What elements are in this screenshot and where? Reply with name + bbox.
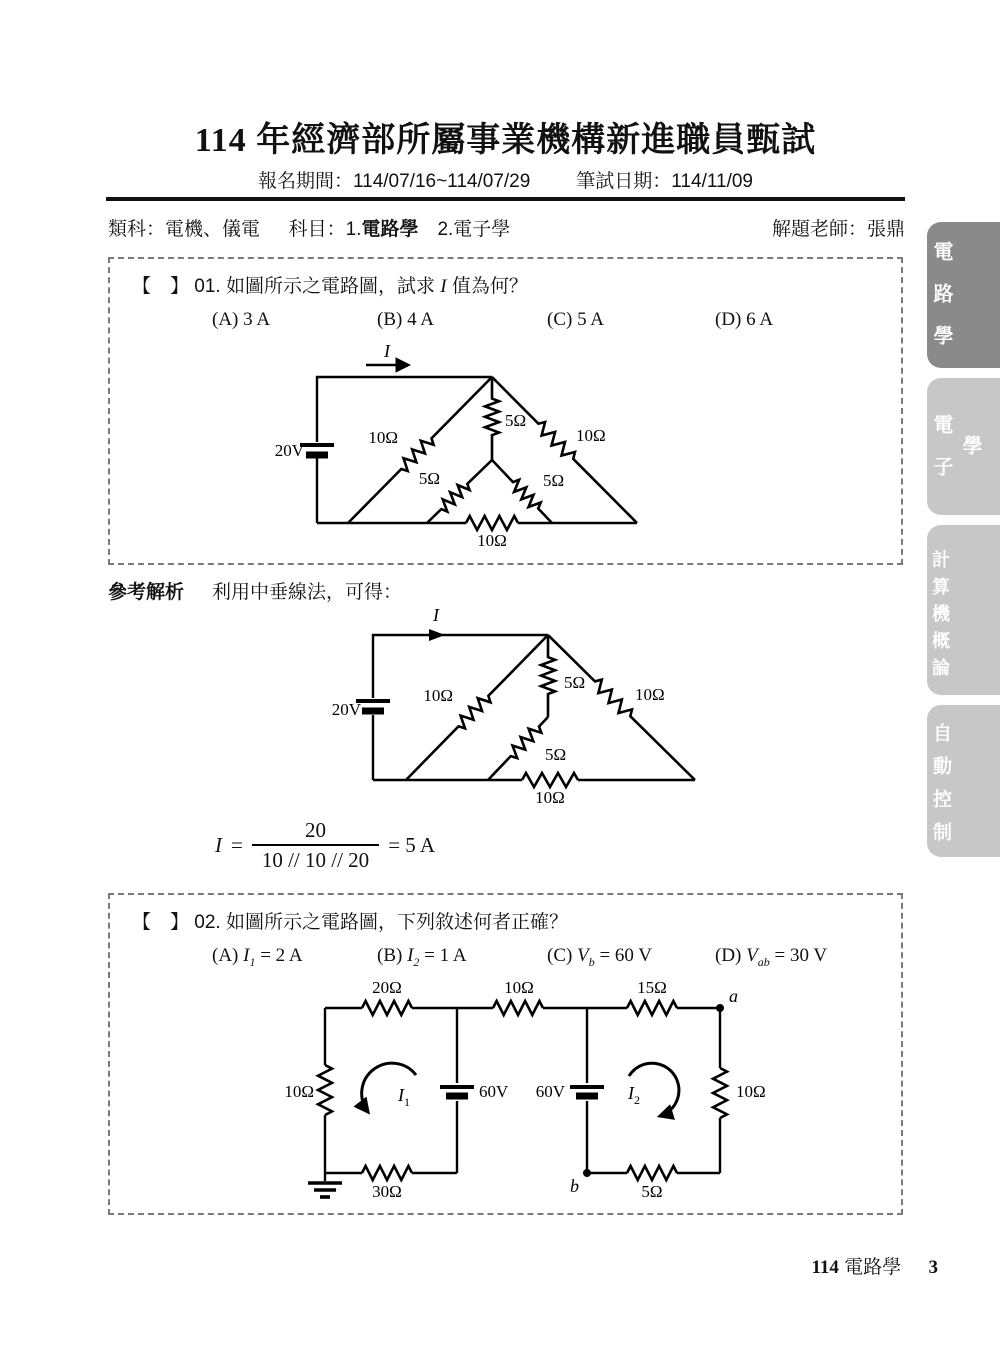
option-c: (C) 5 A bbox=[547, 309, 605, 330]
fraction-bar bbox=[252, 844, 379, 846]
resistor-label: 10Ω bbox=[504, 978, 534, 997]
solution-heading: 參考解析 bbox=[108, 582, 185, 603]
resistor-label: 5Ω bbox=[505, 411, 527, 430]
current-arrowhead bbox=[429, 629, 445, 641]
exam-dates-row bbox=[108, 166, 903, 193]
teacher-label: 解題老師：張鼎 bbox=[771, 219, 905, 240]
subject-prefix: 科目：1. bbox=[288, 219, 362, 240]
mesh-current-2-arrow bbox=[629, 1063, 679, 1116]
exam-date: 筆試日期：114/11/09 bbox=[576, 171, 754, 192]
circuit3-diagram bbox=[270, 975, 770, 1210]
resistor-label: 30Ω bbox=[372, 1182, 402, 1201]
question2-text: 【 】 02. 如圖所示之電路圖，下列敘述何者正確？ bbox=[132, 912, 569, 933]
solution-formula: I = $\frac{20}{10 // 10 // 20}$ = 5 A bbox=[215, 818, 436, 873]
solution-row bbox=[108, 577, 402, 604]
resistor-5ohm-vertical bbox=[485, 377, 499, 460]
answer-bracket: 【 】 bbox=[132, 912, 190, 933]
solution-intro: 利用中垂線法，可得： bbox=[212, 582, 403, 603]
current-label: I bbox=[384, 341, 390, 361]
resistor-label: 10Ω bbox=[284, 1082, 314, 1101]
mesh-current-1-label: $I_1$ bbox=[398, 1085, 410, 1109]
category-label: 類科：電機、儀電 bbox=[108, 219, 261, 240]
circuit1-diagram bbox=[260, 341, 660, 560]
source-label: 20V bbox=[331, 700, 361, 719]
resistor-label: 15Ω bbox=[637, 978, 667, 997]
source-label: 20V bbox=[274, 441, 304, 460]
resistor-10ohm-right-diagonal bbox=[492, 377, 637, 523]
node-a-dot bbox=[716, 1004, 724, 1012]
option-a: (A) 3 A bbox=[212, 309, 271, 330]
resistor-label: 20Ω bbox=[372, 978, 402, 997]
subject-main: 電路學 bbox=[361, 219, 419, 240]
question2-options bbox=[212, 945, 827, 970]
option-b: (B) 4 A bbox=[377, 309, 435, 330]
resistor-label: 10Ω bbox=[423, 686, 453, 705]
resistor-5ohm-mid-diagonal bbox=[488, 717, 548, 780]
footer-year: 114 bbox=[811, 1257, 839, 1278]
question-number: 01. bbox=[194, 276, 221, 297]
node-b-dot bbox=[583, 1169, 591, 1177]
resistor-label: 10Ω bbox=[635, 685, 665, 704]
page-title: 114 年經濟部所屬事業機構新進職員甄試 bbox=[194, 122, 817, 159]
resistor-label: 5Ω bbox=[418, 469, 440, 488]
resistor-label: 10Ω bbox=[736, 1082, 766, 1101]
question1-text: 【 】 01. 如圖所示之電路圖，試求 I 值為何？ bbox=[132, 276, 528, 297]
resistor-label: 10Ω bbox=[576, 426, 606, 445]
resistor-5ohm-mid-right bbox=[492, 460, 552, 523]
resistor-10ohm-bottom bbox=[466, 516, 518, 530]
resistor-10ohm-top bbox=[493, 1001, 543, 1015]
resistor-10ohm-right-diagonal bbox=[548, 635, 695, 780]
tab-auto-control[interactable]: 自動控制 bbox=[927, 705, 1000, 857]
answer-bracket: 【 】 bbox=[132, 276, 190, 297]
page-footer bbox=[108, 1252, 938, 1279]
resistor-label: 5Ω bbox=[545, 745, 567, 764]
header-divider bbox=[106, 197, 905, 201]
current-label: I bbox=[433, 605, 439, 625]
tab-electronics[interactable]: 電子學 bbox=[927, 378, 1000, 515]
tab-circuit-theory[interactable]: 電路學 bbox=[927, 222, 1000, 368]
resistor-10ohm-right bbox=[713, 1068, 727, 1118]
resistor-20ohm-top bbox=[362, 1001, 412, 1015]
resistor-15ohm-top bbox=[627, 1001, 677, 1015]
registration-period: 報名期間：114/07/16~114/07/29 bbox=[257, 171, 531, 192]
page-number: 3 bbox=[928, 1257, 938, 1278]
option-a: (A) $I_1 = 2$ A bbox=[212, 945, 303, 969]
resistor-10ohm-bottom bbox=[522, 773, 578, 787]
formula-variable: I bbox=[215, 832, 222, 857]
resistor-label: 5Ω bbox=[641, 1182, 663, 1201]
subject-rest: 2.電子學 bbox=[418, 219, 511, 240]
resistor-10ohm-left-diagonal bbox=[348, 377, 492, 523]
resistor-5ohm-vertical bbox=[541, 635, 555, 717]
source-label: 60V bbox=[535, 1082, 565, 1101]
source-label: 60V bbox=[479, 1082, 509, 1101]
current-variable: I bbox=[440, 276, 447, 297]
option-d: (D) $V_{ab} = 30$ V bbox=[715, 945, 828, 969]
resistor-30ohm-bottom bbox=[362, 1166, 412, 1180]
node-b-label: b bbox=[570, 1176, 579, 1196]
option-b: (B) $I_2 = 1$ A bbox=[377, 945, 467, 969]
question1-options bbox=[212, 309, 773, 334]
category-subject bbox=[108, 214, 510, 241]
fraction: $\frac{20}{10 // 10 // 20}$ bbox=[252, 818, 379, 872]
formula-result: = 5 A bbox=[388, 832, 436, 857]
resistor-5ohm-bottom bbox=[627, 1166, 677, 1180]
resistor-10ohm-left-diagonal bbox=[406, 635, 548, 780]
resistor-label: 10Ω bbox=[368, 428, 398, 447]
question-number: 02. bbox=[194, 912, 221, 933]
resistor-label: 10Ω bbox=[535, 788, 565, 807]
meta-row bbox=[108, 214, 905, 241]
tab-computer-science[interactable]: 計算機概論 bbox=[927, 525, 1000, 695]
resistor-label: 10Ω bbox=[477, 531, 507, 550]
node-a-label: a bbox=[729, 986, 738, 1006]
circuit2-diagram bbox=[315, 605, 715, 820]
footer-subject: 電路學 bbox=[844, 1257, 902, 1278]
resistor-10ohm-left bbox=[318, 1065, 332, 1115]
resistor-label: 5Ω bbox=[564, 673, 586, 692]
resistor-label: 5Ω bbox=[543, 471, 565, 490]
mesh-current-2-label: $I_2$ bbox=[628, 1083, 640, 1107]
option-c: (C) $V_b = 60$ V bbox=[547, 945, 653, 969]
option-d: (D) 6 A bbox=[715, 309, 774, 330]
